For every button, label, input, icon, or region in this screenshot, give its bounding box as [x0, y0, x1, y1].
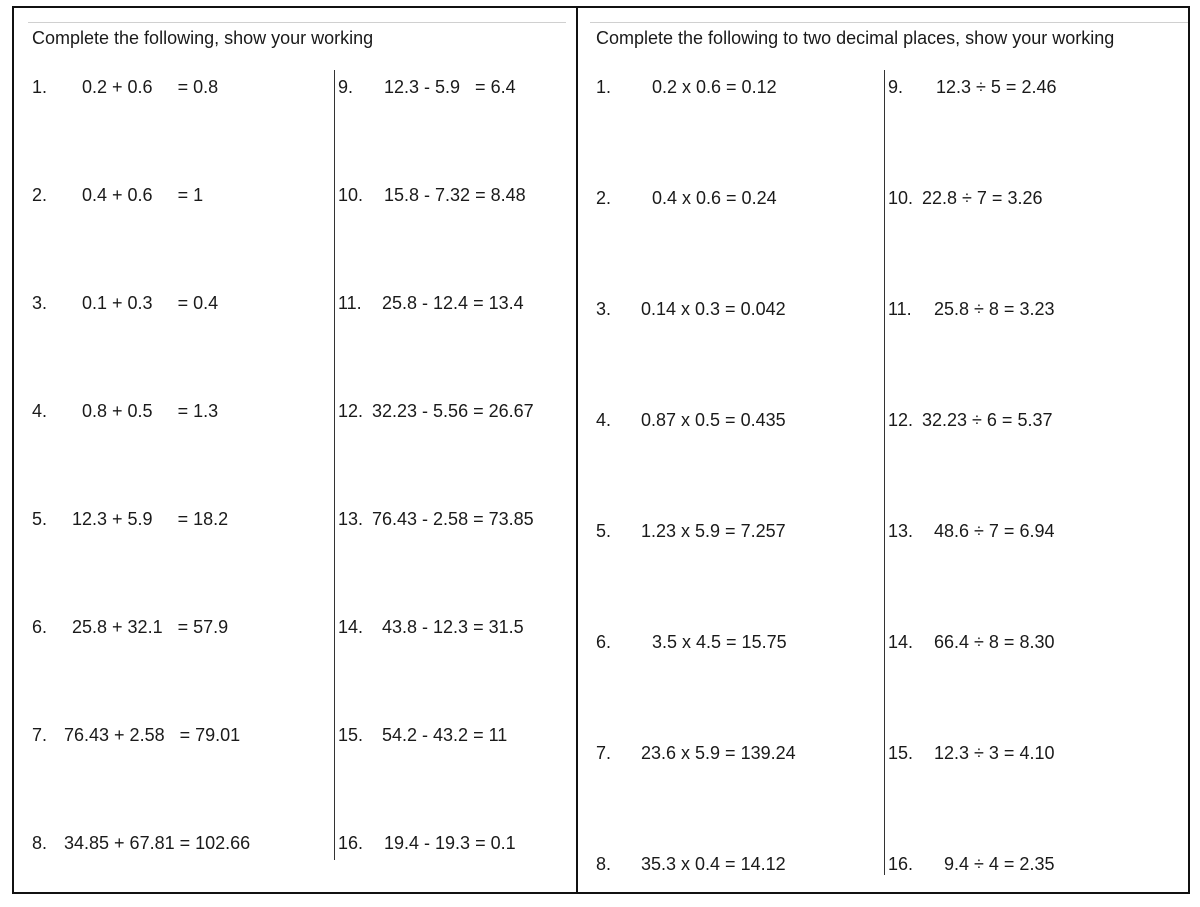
problem-item — [32, 76, 218, 98]
problem-expression: 0.87 x 0.5 = 0.435 — [641, 410, 786, 430]
problem-item — [338, 400, 534, 422]
problem-item — [596, 742, 796, 764]
problem-expression: 34.85 + 67.81 = 102.66 — [64, 833, 251, 853]
problem-number: 12. — [888, 410, 914, 430]
problem-number: 4. — [596, 410, 612, 430]
problem-expression: 76.43 - 2.58 = 73.85 — [372, 509, 534, 529]
problem-item — [338, 184, 526, 206]
problem-expression: 12.3 ÷ 3 = 4.10 — [934, 743, 1055, 763]
problem-expression: 66.4 ÷ 8 = 8.30 — [934, 632, 1055, 652]
problem-item — [338, 616, 524, 638]
problem-expression: 19.4 - 19.3 = 0.1 — [384, 833, 516, 853]
problem-number: 14. — [338, 617, 364, 637]
problem-number: 2. — [596, 188, 612, 208]
problem-number: 3. — [596, 299, 612, 319]
problem-item — [888, 853, 1054, 875]
problem-item — [888, 631, 1054, 653]
problem-number: 8. — [596, 854, 612, 874]
problem-expression: 32.23 ÷ 6 = 5.37 — [922, 410, 1053, 430]
problem-item — [596, 187, 777, 209]
problem-expression: 12.3 + 5.9 = 18.2 — [72, 509, 229, 529]
problem-expression: 1.23 x 5.9 = 7.257 — [641, 521, 786, 541]
problem-expression: 25.8 + 32.1 = 57.9 — [72, 617, 229, 637]
problem-number: 1. — [32, 77, 48, 97]
problem-number: 12. — [338, 401, 364, 421]
problem-item — [596, 298, 786, 320]
multiplication-division-panel — [578, 8, 1188, 892]
column-divider — [334, 70, 335, 860]
problem-number: 8. — [32, 833, 48, 853]
problem-number: 15. — [338, 725, 364, 745]
problem-item — [888, 76, 1056, 98]
problem-item — [32, 184, 203, 206]
problem-item — [596, 520, 786, 542]
problem-expression: 35.3 x 0.4 = 14.12 — [641, 854, 786, 874]
header-rule — [28, 22, 566, 23]
problem-item — [338, 832, 516, 854]
addition-subtraction-panel — [14, 8, 576, 892]
problem-number: 4. — [32, 401, 48, 421]
problem-item — [32, 292, 218, 314]
problem-expression: 0.14 x 0.3 = 0.042 — [641, 299, 786, 319]
problem-item — [338, 724, 507, 746]
problem-item — [338, 76, 516, 98]
problem-number: 1. — [596, 77, 612, 97]
problem-item — [32, 832, 250, 854]
problem-expression: 0.2 x 0.6 = 0.12 — [652, 77, 777, 97]
problem-item — [888, 520, 1054, 542]
problem-expression: 43.8 - 12.3 = 31.5 — [382, 617, 524, 637]
problem-number: 3. — [32, 293, 48, 313]
problem-expression: 76.43 + 2.58 = 79.01 — [64, 725, 241, 745]
problem-expression: 0.4 x 0.6 = 0.24 — [652, 188, 777, 208]
instruction-text: Complete the following, show your working — [32, 28, 374, 48]
problem-expression: 32.23 - 5.56 = 26.67 — [372, 401, 534, 421]
problem-item — [888, 298, 1054, 320]
column-divider — [884, 70, 885, 875]
problem-expression: 12.3 ÷ 5 = 2.46 — [936, 77, 1057, 97]
problem-number: 11. — [338, 293, 362, 313]
header-rule — [590, 22, 1188, 23]
problem-item — [596, 631, 787, 653]
problem-item — [596, 76, 777, 98]
problem-number: 16. — [888, 854, 914, 874]
problem-item — [32, 508, 228, 530]
problem-item — [888, 187, 1042, 209]
problem-number: 7. — [32, 725, 48, 745]
problem-expression: 15.8 - 7.32 = 8.48 — [384, 185, 526, 205]
problem-number: 13. — [338, 509, 364, 529]
problem-expression: 12.3 - 5.9 = 6.4 — [384, 77, 516, 97]
problem-expression: 3.5 x 4.5 = 15.75 — [652, 632, 787, 652]
problem-expression: 25.8 ÷ 8 = 3.23 — [934, 299, 1055, 319]
problem-expression: 48.6 ÷ 7 = 6.94 — [934, 521, 1055, 541]
problem-number: 5. — [596, 521, 612, 541]
problem-item — [338, 508, 534, 530]
problem-expression: 22.8 ÷ 7 = 3.26 — [922, 188, 1043, 208]
problem-number: 13. — [888, 521, 914, 541]
problem-number: 9. — [338, 77, 354, 97]
problem-number: 11. — [888, 299, 912, 319]
problem-expression: 9.4 ÷ 4 = 2.35 — [944, 854, 1055, 874]
problem-expression: 0.2 + 0.6 = 0.8 — [82, 77, 219, 97]
instruction-text: Complete the following to two decimal places, show your working — [596, 28, 1115, 48]
problem-expression: 54.2 - 43.2 = 11 — [382, 725, 508, 745]
problem-expression: 25.8 - 12.4 = 13.4 — [382, 293, 524, 313]
problem-item — [32, 400, 218, 422]
problem-number: 5. — [32, 509, 48, 529]
problem-item — [596, 853, 786, 875]
problem-expression: 23.6 x 5.9 = 139.24 — [641, 743, 796, 763]
problem-number: 10. — [338, 185, 364, 205]
problem-item — [338, 292, 524, 314]
problem-item — [888, 409, 1052, 431]
problem-number: 6. — [596, 632, 612, 652]
problem-item — [32, 724, 240, 746]
problem-expression: 0.8 + 0.5 = 1.3 — [82, 401, 219, 421]
problem-number: 9. — [888, 77, 904, 97]
problem-number: 6. — [32, 617, 48, 637]
problem-number: 14. — [888, 632, 914, 652]
problem-number: 10. — [888, 188, 914, 208]
problem-expression: 0.4 + 0.6 = 1 — [82, 185, 204, 205]
problem-number: 2. — [32, 185, 48, 205]
problem-item — [32, 616, 228, 638]
problem-item — [596, 409, 786, 431]
problem-number: 16. — [338, 833, 364, 853]
problem-expression: 0.1 + 0.3 = 0.4 — [82, 293, 219, 313]
problem-item — [888, 742, 1054, 764]
problem-number: 7. — [596, 743, 612, 763]
problem-number: 15. — [888, 743, 914, 763]
